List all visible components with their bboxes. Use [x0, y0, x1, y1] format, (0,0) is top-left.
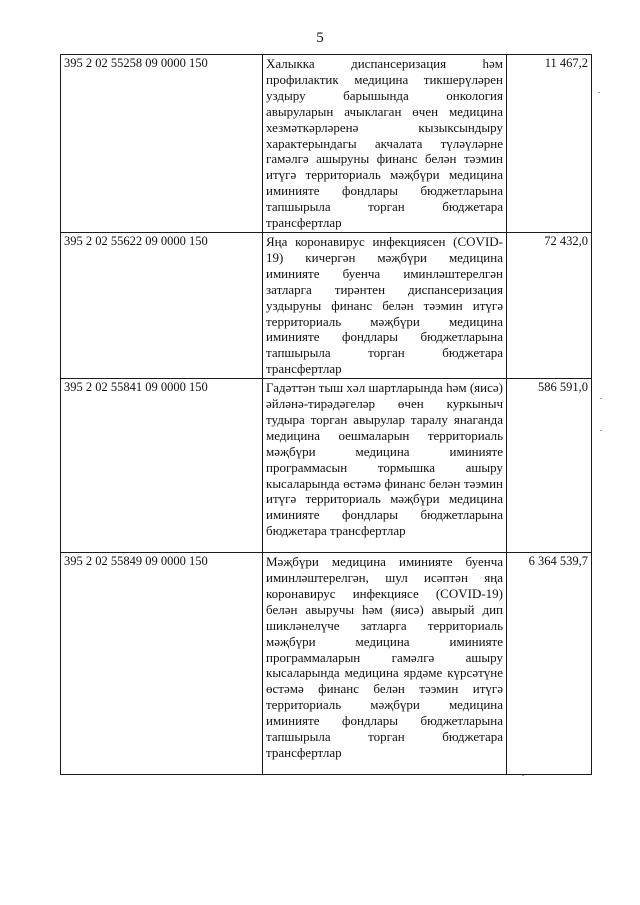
scan-speck: [600, 430, 602, 431]
description-cell: Халыкка диспансеризация һәм профилактик медицина тикшерүләрен уздыру барышында онкология авыруларын ачыклаган өчен медицина хезмәткәрләренә кызыксындыру характерындагы акчалата түләүләрне гамәлгә ашыруны финанс белән тәэмин итүгә территориаль мәҗбүри медицина иминияте фондлары бюджетларына тапшырыла торган бюджетара трансфертлар: [263, 55, 507, 233]
budget-transfers-table: [60, 54, 592, 775]
description-cell: Гадәттән тыш хәл шартларында һәм (яисә) әйләнә-тирәдәгеләр өчен куркыныч тудыра торган авырулар таралу янаганда медицина оешмаларын территориаль мәҗбүри медицина иминияте программасын тормышка ашыру кысаларында өстәмә финанс белән тәэмин итүгә территориаль мәҗбүри медицина иминияте фондлары бюджетларына бюджетара трансфертлар: [263, 379, 507, 553]
description-cell: Мәҗбүри медицина иминияте буенча иминләштерелгән, шул исәптән яңа коронавирус инфекциясе (COVID-19) белән авыручы һәм (яисә) авырый дип шикләнелүче затларга территориаль мәҗбүри медицина иминияте программаларын гамәлгә ашыру кысаларында медицина ярдәме күрсәтүне өстәмә финанс белән тәэмин итүгә территориаль мәҗбүри медицина иминияте фондлары бюджетларына тапшырыла торган бюджетара трансфертлар: [263, 553, 507, 775]
description-cell: Яңа коронавирус инфекциясен (COVID-19) кичергән мәҗбүри медицина иминияте буенча иминләштерелгән затларга тирәнтен диспансеризация уздыруны финанс белән тәэмин итүгә территориаль мәҗбүри медицина иминияте фондлары бюджетларына тапшырыла торган бюджетара трансфертлар: [263, 232, 507, 378]
scan-speck: [522, 775, 524, 776]
scan-speck: [600, 398, 602, 399]
budget-code-cell: 395 2 02 55841 09 0000 150: [61, 379, 263, 553]
table-row: [61, 232, 592, 378]
budget-code-cell: 395 2 02 55622 09 0000 150: [61, 232, 263, 378]
table-row: [61, 55, 592, 233]
scan-speck: [598, 92, 600, 93]
budget-code-cell: 395 2 02 55849 09 0000 150: [61, 553, 263, 775]
table-row: [61, 553, 592, 775]
amount-cell: 586 591,0: [507, 379, 592, 553]
table-row: [61, 379, 592, 553]
amount-cell: 6 364 539,7: [507, 553, 592, 775]
budget-code-cell: 395 2 02 55258 09 0000 150: [61, 55, 263, 233]
amount-cell: 72 432,0: [507, 232, 592, 378]
amount-cell: 11 467,2: [507, 55, 592, 233]
page-number: 5: [316, 30, 324, 46]
